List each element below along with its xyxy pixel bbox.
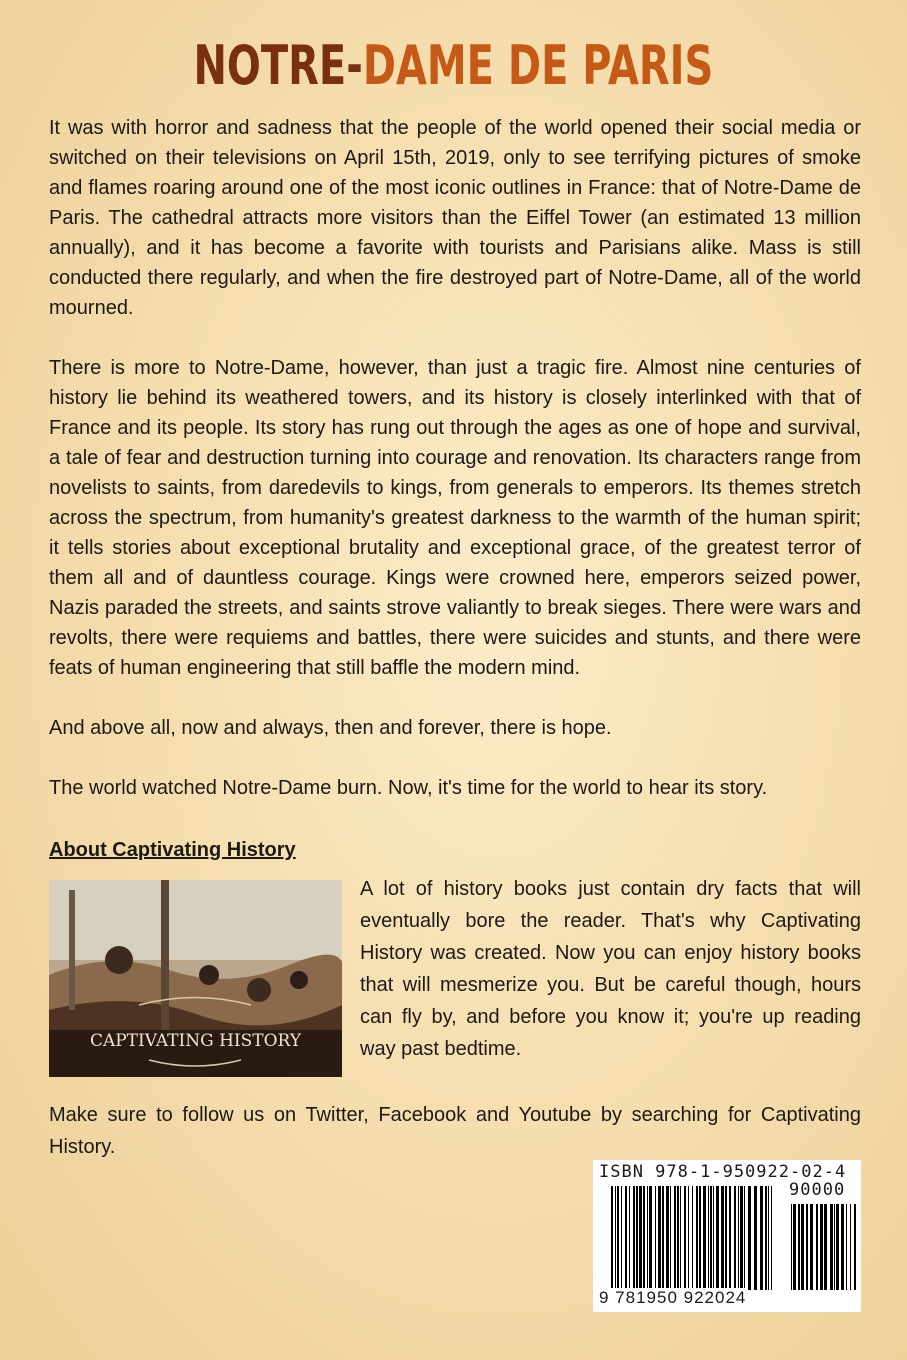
barcode-addon-bar <box>816 1204 818 1290</box>
barcode-bar <box>633 1186 635 1290</box>
barcode-bar <box>688 1186 689 1290</box>
barcode-bar <box>615 1186 616 1290</box>
about-heading: About Captivating History <box>49 839 296 861</box>
title-part-2: DAME DE PARIS <box>362 34 714 97</box>
barcode-bar <box>621 1186 622 1290</box>
barcode-bar <box>771 1186 772 1290</box>
paragraph-hope: And above all, now and always, then and forever, there is hope. <box>49 717 612 739</box>
isbn-text: ISBN 978-1-950922-02-4 <box>599 1162 847 1182</box>
barcode-bar <box>649 1186 652 1290</box>
barcode-bar <box>703 1186 706 1290</box>
barcode-addon-bar <box>830 1204 833 1290</box>
barcode-bar <box>629 1186 630 1290</box>
barcode-bar <box>760 1186 763 1290</box>
barcode-bar <box>680 1186 681 1290</box>
barcode-bar <box>617 1186 619 1290</box>
logo-text: CAPTIVATING HISTORY <box>89 1031 302 1051</box>
barcode-bar <box>639 1186 642 1290</box>
barcode-addon-bar <box>824 1204 827 1290</box>
barcode-addon-bar <box>820 1204 823 1290</box>
barcode-bar <box>708 1186 709 1290</box>
barcode-bar <box>713 1186 714 1290</box>
barcode-bar <box>611 1186 613 1290</box>
barcode-bar <box>710 1186 712 1290</box>
barcode-bar <box>647 1186 648 1290</box>
barcode-bar <box>744 1186 745 1290</box>
barcode-bar <box>729 1186 731 1290</box>
barcode-addon-bar <box>836 1204 839 1290</box>
barcode-bar <box>721 1186 724 1290</box>
barcode-bar <box>738 1186 739 1290</box>
book-title <box>118 26 789 106</box>
barcode-addon-bar <box>810 1204 813 1290</box>
barcode-bar <box>748 1186 751 1290</box>
battle-painting <box>49 880 342 1077</box>
price-code: 90000 <box>789 1180 846 1200</box>
barcode-bar <box>670 1186 671 1290</box>
barcode-addon-bar <box>806 1204 808 1290</box>
barcode-addon-bar <box>846 1204 847 1290</box>
captivating-history-logo-image <box>49 880 342 1077</box>
barcode-bar <box>765 1186 767 1290</box>
barcode-bar <box>655 1186 656 1290</box>
barcode-addon-bar <box>841 1204 844 1290</box>
title-part-1: NOTRE- <box>193 34 363 97</box>
barcode-addon-bar <box>854 1204 856 1290</box>
barcode-bar <box>725 1186 727 1290</box>
barcode-bar <box>643 1186 645 1290</box>
barcode-bar <box>677 1186 679 1290</box>
paragraph-closing: The world watched Notre-Dame burn. Now, it's time for the world to hear its story. <box>49 777 768 799</box>
barcode-bar <box>666 1186 669 1290</box>
paragraph-history: There is more to Notre-Dame, however, than just a tragic fire. Almost nine centuries of history lie behind its weathered towers, and its history is closely interlinked with that of France and its people. Its story has rung out through the ages as one of hope and survival, a tale of fear and destruction turning into courage and renovation. Its characters range from novelists to saints, from daredevils to kings, from generals to emperors. Its themes stretch across the spectrum, from humanity's greatest darkness to the warmth of the human spirit; it tells stories about exceptional brutality and exceptional grace, of the greatest terror of them all and of dauntless courage. Kings were crowned here, emperors seized power, Nazis paraded the streets, and saints strove valiantly to break sieges. There were wars and revolts, there were requiems and battles, there were suicides and stunts, and there were feats of human engineering that still baffle the modern mind. <box>49 357 861 679</box>
barcode-addon-bar <box>793 1204 796 1290</box>
barcode-bar <box>692 1186 693 1290</box>
barcode-bar <box>716 1186 719 1290</box>
barcode-bar <box>684 1186 686 1290</box>
barcode-addon-bar <box>798 1204 800 1290</box>
about-text: A lot of history books just contain dry facts that will eventually bore the reader. That's why Captivating History was created. Now you can enjoy history books that will mesmerize you. But be careful though, hours can fly by, and before you know it; you're up reading way past bedtime. <box>360 878 861 1060</box>
barcode-bar <box>740 1186 743 1290</box>
barcode-bar <box>696 1186 698 1290</box>
barcode-bar <box>636 1186 638 1290</box>
barcode-bar <box>674 1186 676 1290</box>
barcode-bar <box>625 1186 627 1290</box>
barcode-bar <box>662 1186 664 1290</box>
barcode-addon-bar <box>850 1204 851 1290</box>
barcode-number: 9 781950 922024 <box>599 1288 747 1307</box>
barcode-bar <box>658 1186 661 1290</box>
barcode-addon-bar <box>791 1204 792 1290</box>
barcode-bar <box>768 1186 769 1290</box>
barcode-bar <box>754 1186 757 1290</box>
paragraph-intro: It was with horror and sadness that the people of the world opened their social media or switched on their televisions on April 15th, 2019, only to see terrifying pictures of smoke and flames roaring around one of the most iconic outlines in France: that of Notre-Dame de Paris. The cathedral attracts more visitors than the Eiffel Tower (an estimated 13 million annually), and it has become a favorite with tourists and Parisians alike. Mass is still conducted there regularly, and when the fire destroyed part of Notre-Dame, all of the world mourned. <box>49 117 861 319</box>
barcode-addon-bar <box>834 1204 835 1290</box>
barcode-bar <box>734 1186 736 1290</box>
isbn-barcode <box>593 1160 861 1312</box>
barcode-addon-bar <box>801 1204 804 1290</box>
barcode-bar <box>699 1186 701 1290</box>
follow-text: Make sure to follow us on Twitter, Facebook and Youtube by searching for Captivating History. <box>49 1104 861 1158</box>
